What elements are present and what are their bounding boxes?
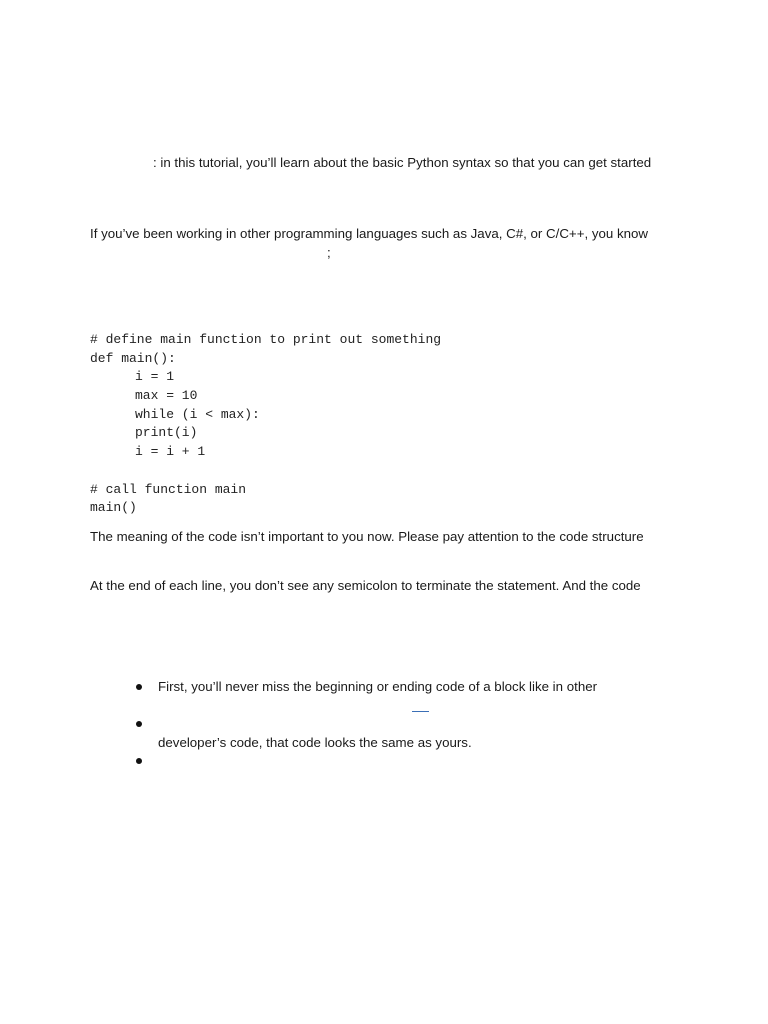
code-line: print(i) bbox=[135, 425, 198, 441]
code-line: max = 10 bbox=[135, 388, 198, 404]
bullet-item-continuation: developer’s code, that code looks the same as yours. bbox=[158, 735, 472, 750]
code-line: while (i < max): bbox=[135, 406, 260, 422]
code-line: i = 1 bbox=[135, 369, 175, 385]
code-line: # define main function to print out something bbox=[90, 332, 442, 347]
intro-text: : in this tutorial, you’ll learn about the basic Python syntax so that you can get started bbox=[153, 155, 652, 170]
languages-paragraph: If you’ve been working in other programming languages such as Java, C#, or C/C++, you know bbox=[90, 226, 649, 241]
link-underline[interactable] bbox=[412, 711, 429, 712]
code-line: def main(): bbox=[90, 350, 176, 366]
meaning-paragraph: The meaning of the code isn’t important to you now. Please pay attention to the code structure bbox=[90, 529, 644, 544]
bullet-icon bbox=[136, 721, 142, 727]
code-line: main() bbox=[90, 500, 137, 516]
code-line: i = i + 1 bbox=[135, 444, 206, 460]
code-line bbox=[90, 462, 441, 481]
bullet-item-first: First, you’ll never miss the beginning or ending code of a block like in other bbox=[158, 679, 598, 694]
bullet-icon bbox=[136, 758, 142, 764]
end-of-line-paragraph: At the end of each line, you don’t see any semicolon to terminate the statement. And the code bbox=[90, 578, 641, 593]
code-line: # call function main bbox=[90, 481, 247, 497]
bullet-icon bbox=[136, 684, 142, 690]
semicolon-mark: ; bbox=[327, 245, 331, 260]
code-block bbox=[90, 331, 441, 518]
